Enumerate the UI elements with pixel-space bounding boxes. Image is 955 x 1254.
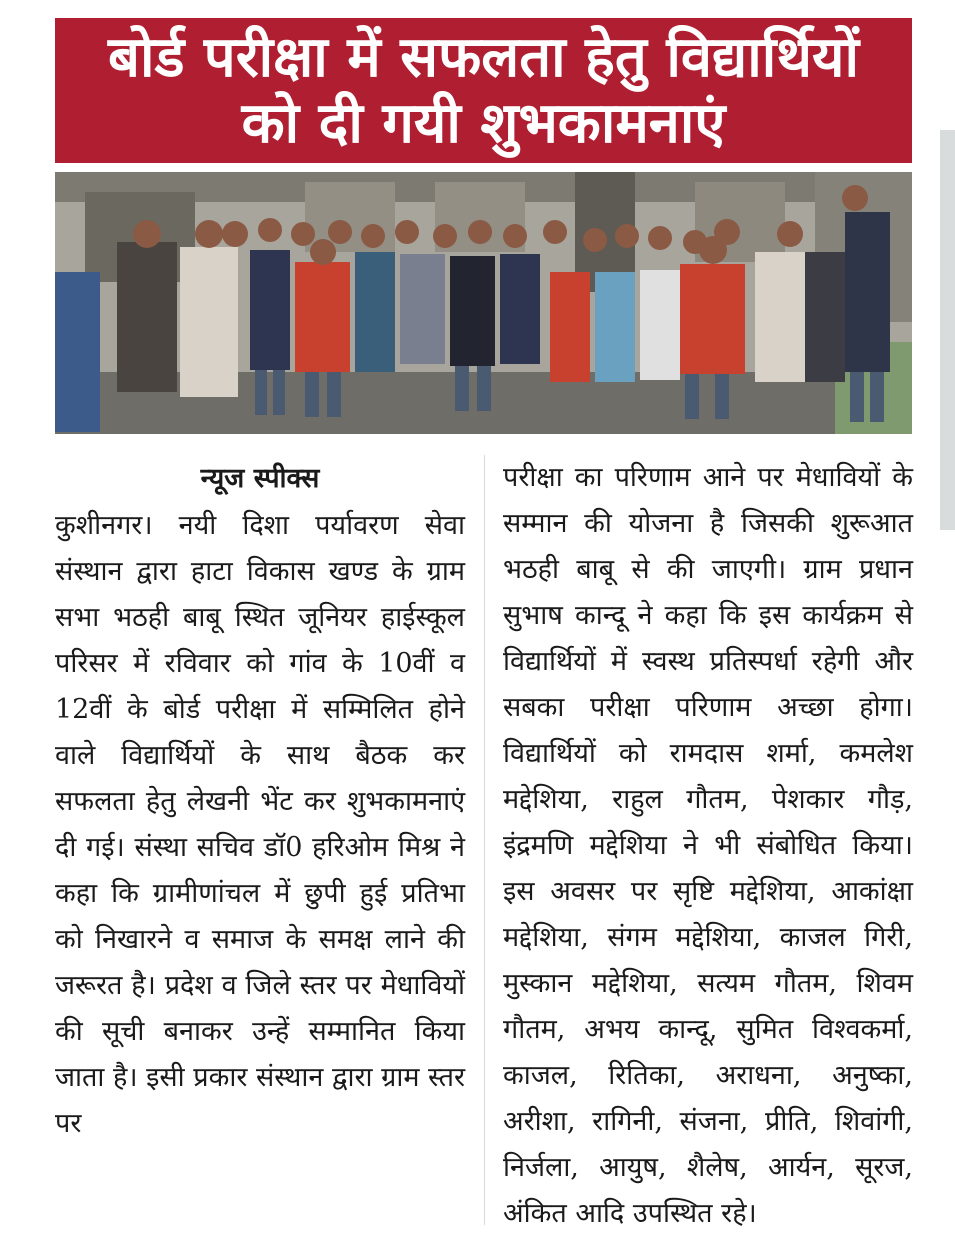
headline-line-1: बोर्ड परीक्षा में सफलता हेतु विद्यार्थियों [107, 24, 860, 90]
adjacent-page-edge [940, 130, 955, 530]
news-photo [55, 172, 912, 434]
headline-line-2: को दी गयी शुभकामनाएं [241, 90, 726, 156]
article-column-left [55, 455, 465, 1147]
byline: न्यूज स्पीक्स [200, 463, 320, 494]
article-text-left: कुशीनगर। नयी दिशा पर्यावरण सेवा संस्थान द्वारा हाटा विकास खण्ड के ग्राम सभा भठही बाबू स्थित जूनियर हाईस्कूल परिसर में रविवार को गांव के 10वीं व 12वीं के बोर्ड परीक्षा में सम्मिलित होने वाले विद्यार्थियों के साथ बैठक कर सफलता हेतु लेखनी भेंट कर शुभकामनाएं दी गई। संस्था सचिव डॉ0 हरिओम मिश्र ने कहा कि ग्रामीणांचल में छुपी हुई प्रतिभा को निखारने व समाज के समक्ष लाने की जरूरत है। प्रदेश व जिले स्तर पर मेधावियों की सूची बनाकर उन्हें सम्मानित किया जाता है। इसी प्रकार संस्थान द्वारा ग्राम स्तर पर [55, 510, 465, 1139]
headline-banner [55, 18, 912, 163]
article-text-right: परीक्षा का परिणाम आने पर मेधावियों के सम्मान की योजना है जिसकी शुरूआत भठही बाबू से की जाएगी। ग्राम प्रधान सुभाष कान्दू ने कहा कि इस कार्यक्रम से विद्यार्थियों में स्वस्थ प्रतिस्पर्धा रहेगी और सबका परीक्षा परिणाम अच्छा होगा। विद्यार्थियों को रामदास शर्मा, कमलेश मद्देशिया, राहुल गौतम, पेशकार गौड़, इंद्रमणि मद्देशिया ने भी संबोधित किया। इस अवसर पर सृष्टि मद्देशिया, आकांक्षा मद्देशिया, संगम मद्देशिया, काजल गिरी, मुस्कान मद्देशिया, सत्यम गौतम, शिवम गौतम, अभय कान्दू, सुमित विश्वकर्मा, काजल, रितिका, अराधना, अनुष्का, अरीशा, रागिनी, संजना, प्रीति, शिवांगी, निर्जला, आयुष, शैलेष, आर्यन, सूरज, अंकित आदि उपस्थित रहे। [503, 462, 913, 1229]
article-column-right [503, 455, 913, 1237]
group-photo-illustration [55, 172, 912, 434]
column-divider [484, 455, 485, 1225]
